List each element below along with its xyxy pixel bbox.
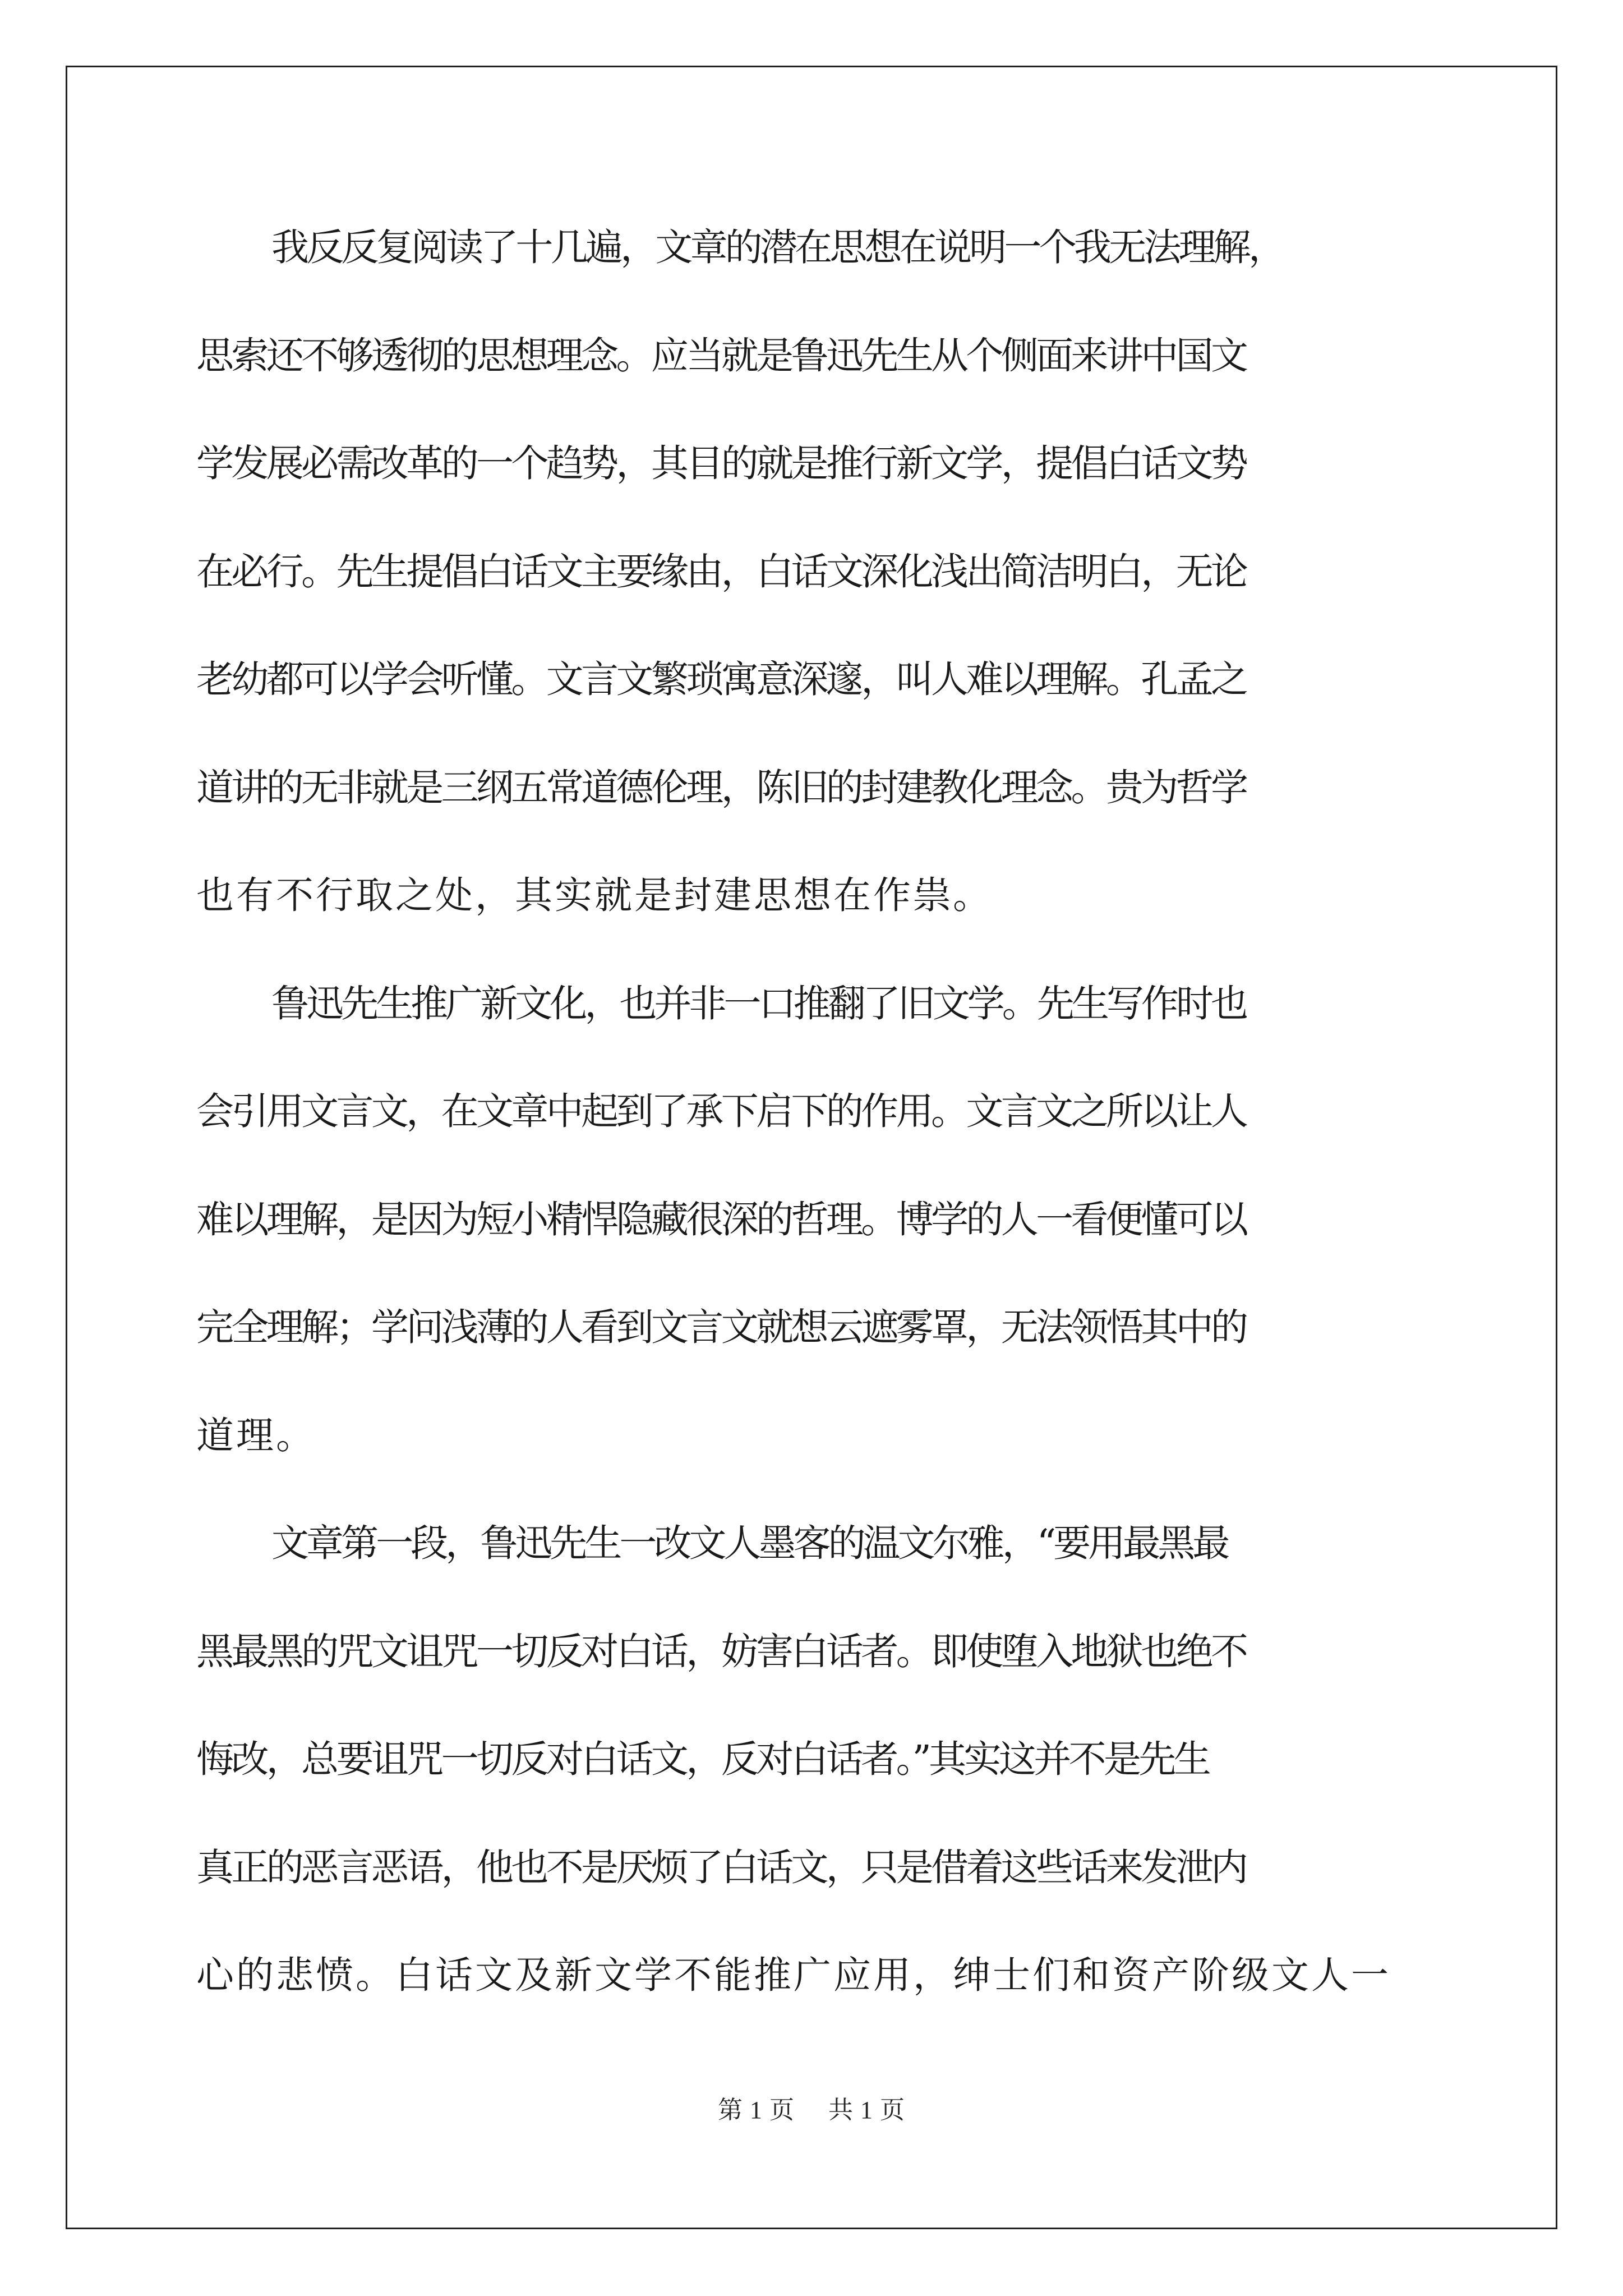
text-line: 会引用文言文，在文章中起到了承下启下的作用。文言文之所以让人 bbox=[196, 1089, 1246, 1133]
paragraph-1 bbox=[196, 194, 1430, 950]
text-line: 完全理解；学问浅薄的人看到文言文就想云遮雾罩，无法领悟其中的 bbox=[196, 1305, 1246, 1349]
text-line: 道讲的无非就是三纲五常道德伦理，陈旧的封建教化理念。贵为哲学 bbox=[196, 765, 1246, 809]
page-footer bbox=[0, 2090, 1623, 2125]
text-line: 文章第一段，鲁迅先生一改文人墨客的温文尔雅，“要用最黑最 bbox=[271, 1521, 1228, 1565]
text-line: 老幼都可以学会听懂。文言文繁琐寓意深邃，叫人难以理解。孔孟之 bbox=[196, 657, 1246, 701]
text-line: 鲁迅先生推广新文化，也并非一口推翻了旧文学。先生写作时也 bbox=[271, 981, 1246, 1025]
text-line: 心的悲愤。白话文及新文学不能推广应用，绅士们和资产阶级文人一 bbox=[196, 1953, 1391, 1997]
paragraph-2 bbox=[196, 950, 1430, 1490]
text-line: 在必行。先生提倡白话文主要缘由，白话文深化浅出简洁明白，无论 bbox=[196, 549, 1246, 593]
page-total: 共 1 页 bbox=[828, 2096, 905, 2124]
text-line: 悔改，总要诅咒一切反对白话文，反对白话者。”其实这并不是先生 bbox=[196, 1737, 1209, 1781]
text-line: 学发展必需改革的一个趋势，其目的就是推行新文学，提倡白话文势 bbox=[196, 441, 1246, 485]
text-line: 黑最黑的咒文诅咒一切反对白话，妨害白话者。即使堕入地狱也绝不 bbox=[196, 1629, 1246, 1673]
text-line: 思索还不够透彻的思想理念。应当就是鲁迅先生从个侧面来讲中国文 bbox=[196, 333, 1246, 378]
page-number: 第 1 页 bbox=[718, 2096, 795, 2124]
text-line: 难以理解，是因为短小精悍隐藏很深的哲理。博学的人一看便懂可以 bbox=[196, 1197, 1246, 1241]
document-body bbox=[196, 194, 1430, 2030]
text-line: 我反反复阅读了十几遍，文章的潜在思想在说明一个我无法理解， bbox=[271, 226, 1284, 269]
text-line: 道理。 bbox=[196, 1413, 316, 1457]
text-line: 也有不行取之处，其实就是封建思想在作祟。 bbox=[196, 873, 993, 917]
paragraph-3 bbox=[196, 1489, 1430, 2030]
text-line: 真正的恶言恶语，他也不是厌烦了白话文，只是借着这些话来发泄内 bbox=[196, 1845, 1246, 1889]
